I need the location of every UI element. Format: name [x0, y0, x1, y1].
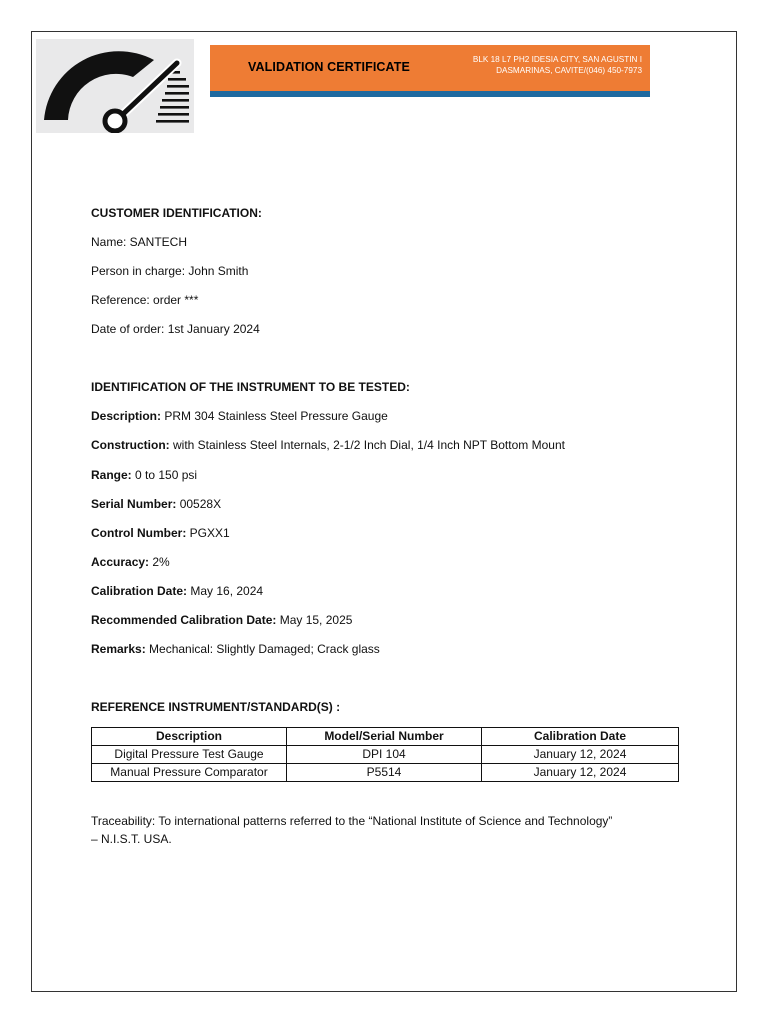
table-cell: P5514 [287, 764, 482, 782]
table-row [92, 764, 679, 782]
address-line-1: BLK 18 L7 PH2 IDESIA CITY, SAN AGUSTIN I [472, 55, 642, 64]
instrument-field: Serial Number: 00528X [91, 497, 222, 511]
customer-name: Name: SANTECH [91, 235, 188, 249]
company-address [473, 54, 642, 76]
instrument-field: Construction: with Stainless Steel Internals, 2-1/2 Inch Dial, 1/4 Inch NPT Bottom Mount [91, 438, 565, 452]
table-cell: January 12, 2024 [482, 764, 679, 782]
instrument-field: Recommended Calibration Date: May 15, 2025 [91, 613, 353, 627]
customer-heading: CUSTOMER IDENTIFICATION: [91, 206, 262, 220]
table-row [92, 746, 679, 764]
instrument-field: Accuracy: 2% [91, 555, 170, 569]
certificate-title: VALIDATION CERTIFICATE [248, 60, 410, 74]
customer-order-date: Date of order: 1st January 2024 [91, 322, 260, 336]
customer-reference: Reference: order *** [91, 293, 199, 307]
instrument-heading: IDENTIFICATION OF THE INSTRUMENT TO BE TESTED: [91, 380, 410, 394]
traceability-line-2: – N.I.S.T. USA. [91, 832, 172, 846]
address-line-2: DASMARINAS, CAVITE/(046) 450-7973 [496, 66, 642, 75]
traceability-line-1: Traceability: To international patterns referred to the “National Institute of Science and Technology” [91, 814, 613, 828]
table-cell: DPI 104 [287, 746, 482, 764]
table-cell: Manual Pressure Comparator [92, 764, 287, 782]
header-banner [210, 45, 650, 91]
table-header-row [92, 728, 679, 746]
header-banner-stripe [210, 91, 650, 97]
instrument-field: Description: PRM 304 Stainless Steel Pressure Gauge [91, 409, 388, 423]
customer-person: Person in charge: John Smith [91, 264, 249, 278]
instrument-field: Remarks: Mechanical: Slightly Damaged; Crack glass [91, 642, 380, 656]
instrument-field: Control Number: PGXX1 [91, 526, 230, 540]
reference-heading: REFERENCE INSTRUMENT/STANDARD(S) : [91, 700, 341, 714]
instrument-field: Range: 0 to 150 psi [91, 468, 198, 482]
instrument-field: Calibration Date: May 16, 2024 [91, 584, 264, 598]
column-header: Description [92, 728, 287, 746]
table-cell: Digital Pressure Test Gauge [92, 746, 287, 764]
pressure-gauge-icon [36, 39, 194, 133]
column-header: Calibration Date [482, 728, 679, 746]
reference-table [91, 727, 679, 782]
table-cell: January 12, 2024 [482, 746, 679, 764]
column-header: Model/Serial Number [287, 728, 482, 746]
traceability-note [91, 812, 691, 848]
